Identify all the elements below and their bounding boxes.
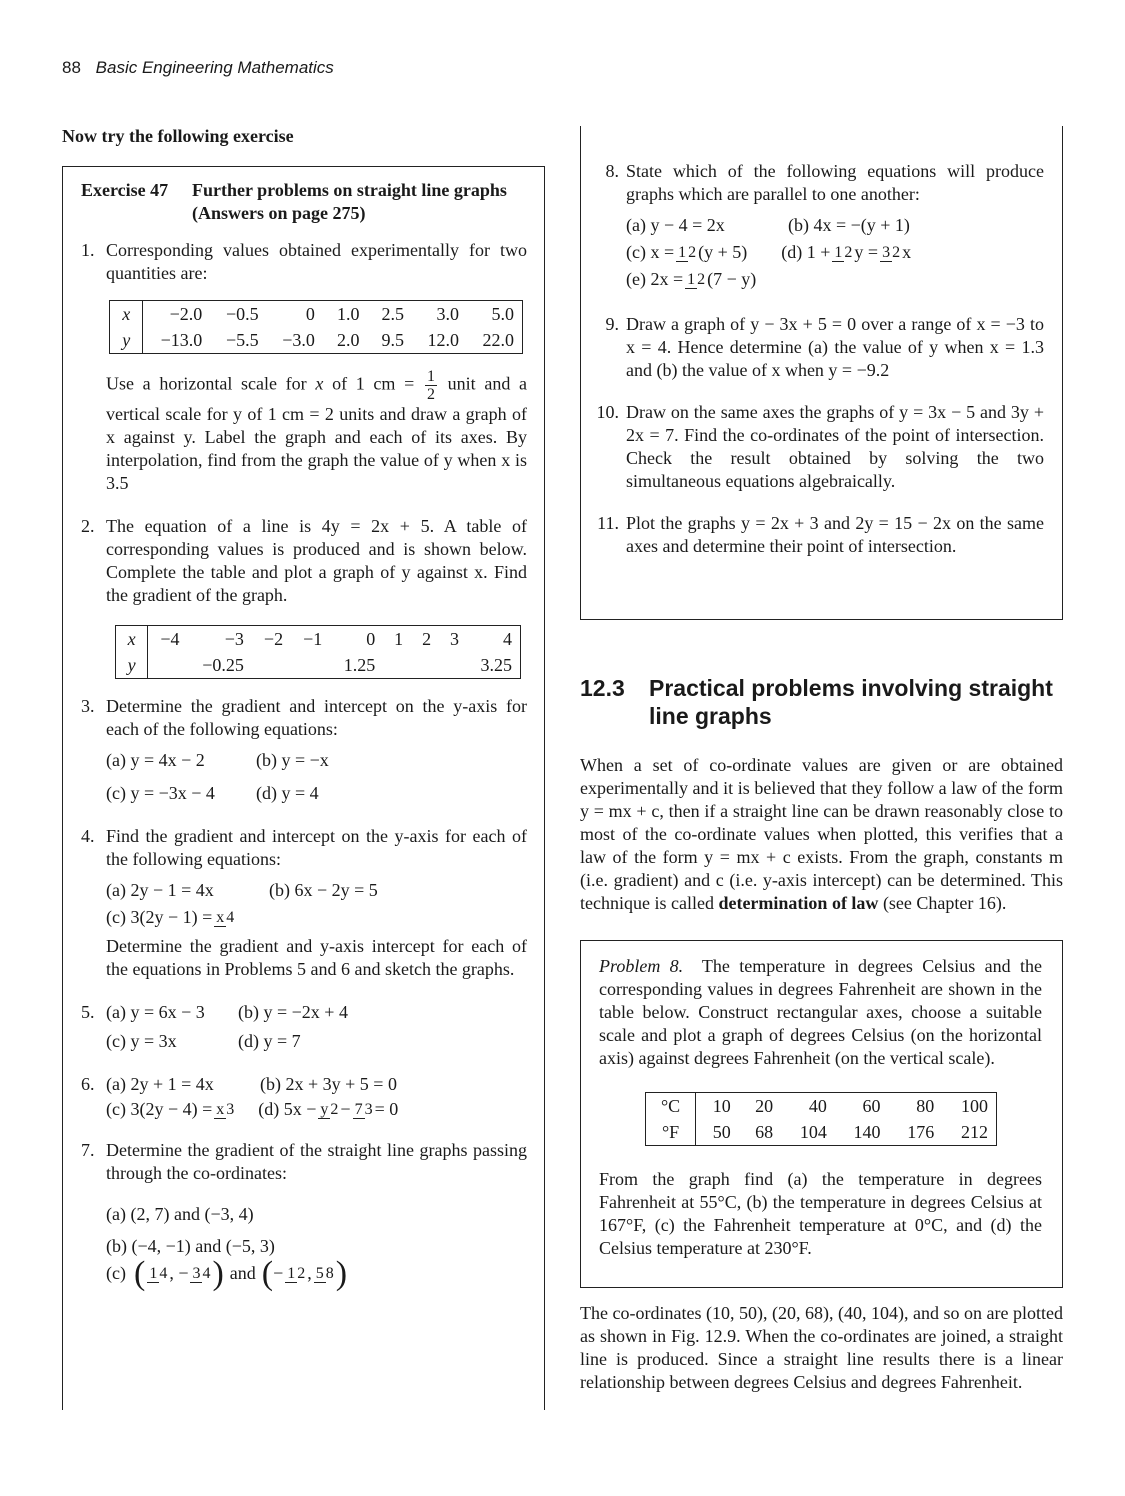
table-cell: 22.0 [482,330,514,350]
question-8 [591,160,1044,291]
question-5 [81,1001,527,1053]
question-number: 6. [81,1074,95,1094]
fraction: x 4 [216,908,235,926]
table-cell: 68 [755,1122,774,1142]
question-text: Draw a graph of y − 3x + 5 = 0 over a range of x = −3 to x = 4. Hence determine (a) the value of y when x = 1.3 and (b) the value of x when y = −9.2 [626,314,1044,380]
exercise-box [62,166,545,1410]
table-cell: 4 [503,629,512,649]
table-cell: −2.0 [169,304,203,324]
question-2 [81,515,527,607]
table-cell [383,652,411,678]
question-11 [591,512,1044,558]
question-number: 1. [81,240,95,260]
table-cell: 80 [916,1096,935,1116]
equation-c: (c) 3(2y − 4) = [106,1099,213,1119]
fraction: 3 4 [192,1264,211,1282]
left-column [62,126,545,1292]
equation-row [106,782,527,805]
exercise-title: Further problems on straight line graphs [192,180,507,200]
table-cell: 40 [808,1096,827,1116]
table-row [646,1093,996,1119]
fraction: 5 8 [315,1264,334,1282]
section-number: 12.3 [580,675,625,701]
table-cell: −4 [160,629,180,649]
q2-values-table [116,626,520,678]
fraction: 1 2 [287,1264,306,1282]
question-number: 10. [596,402,619,422]
question-number: 11. [597,513,619,533]
table-row [116,652,520,678]
equation-a: (a) 2y + 1 = 4x [106,1074,214,1094]
question-number: 2. [81,516,95,536]
table-cell: 0 [305,304,315,324]
exercise-intro: Now try the following exercise [62,126,294,146]
problem-box [580,940,1063,1288]
table-row-label: y [110,327,143,353]
equation-a: (a) 2y − 1 = 4x [106,880,214,900]
table-cell: 10 [712,1096,731,1116]
equation-row [106,1030,527,1053]
table-cell: 0 [366,629,376,649]
q1-values-table [110,301,522,353]
table-cell: 104 [799,1122,827,1142]
equation-row [626,214,1044,237]
fraction: 1 2 [834,243,853,261]
equation-row [106,906,527,929]
table-cell: −2 [263,629,284,649]
table-cell: 1 [394,629,404,649]
table-cell: 50 [712,1122,731,1142]
equation-row: (c) ( 1 4 , − 3 4 ) and ( − 1 2 , 5 8 ) [106,1255,348,1292]
fraction: 3 2 [882,243,901,261]
equation-b: (b) 4x = −(y + 1) [788,215,910,235]
question-4 [81,825,527,981]
table-cell: 3 [449,629,459,649]
question-text: Determine the gradient of the straight line graphs passing through the co-ordinates: [106,1140,527,1183]
closing-paragraph: The co-ordinates (10, 50), (20, 68), (40, 104), and so on are plotted as shown in Fig. 12.9. When the co-ordinates are joined, a straight line is produced. Since a straight line results there is a linear relationship between degrees Celsius and degrees Fahrenheit. [580,1303,1063,1392]
question-text: State which of the following equations will produce graphs which are parallel to one another: [626,161,1044,204]
equation-a: (a) y = 6x − 3 [106,1002,205,1022]
equation-b: (b) y = −2x + 4 [238,1002,348,1022]
exercise-heading [81,179,527,225]
table-cell: 140 [853,1122,881,1142]
question-number: 3. [81,696,95,716]
table-cell: 212 [961,1122,988,1142]
table-cell: 12.0 [427,330,459,350]
problem-statement: Problem 8. The temperature in degrees Celsius and the corresponding values in degrees Fahrenheit are shown in the table below. Construct rectangular axes, choose a suitable scale and plot a graph of degrees Celsius (on the horizontal axis) against degrees Fahrenheit (on the vertical scale). [599,956,1042,1068]
question-3 [81,695,527,805]
equation-b: (b) 2x + 3y + 5 = 0 [260,1074,397,1094]
fraction: 7 3 [354,1100,373,1118]
question-number: 5. [81,1002,95,1022]
problem-questions: From the graph find (a) the temperature in degrees Fahrenheit at 55°C, (b) the temperature in degrees Celsius at 167°F, (c) the Fahrenheit temperature at 0°C, and (d) the Celsius temperature at 230°F. [599,1169,1042,1258]
equation-row [106,879,527,902]
question-1 [81,239,527,285]
fraction: 1 2 [687,270,706,288]
question-9 [591,313,1044,382]
coordinates-b: (b) (−4, −1) and (−5, 3) [106,1236,275,1256]
section-heading [580,674,1063,730]
table-cell: −0.25 [202,655,244,675]
table-row-label: x [116,626,148,652]
table-row-label: y [116,652,148,678]
question-number: 9. [605,314,619,334]
table-row-label: °F [646,1119,696,1145]
table-cell: 1.0 [336,304,360,324]
table-cell: 1.25 [343,655,376,675]
table-cell: −5.5 [225,330,259,350]
fraction: x 3 [216,1100,235,1118]
table-cell: 5.0 [491,304,514,324]
table-cell: −13.0 [160,330,203,350]
fraction: 1 2 [678,243,697,261]
equation-a: (a) y − 4 = 2x [626,215,725,235]
table-cell: 20 [755,1096,774,1116]
table-cell [148,652,188,678]
equation-a: (a) y = 4x − 2 [106,750,205,770]
table-cell: 9.5 [381,330,404,350]
equation-row: (c) 3(2y − 4) = x 3 (d) 5x − y 2 − 7 3 = 0 [106,1099,399,1119]
equation-c: (c) y = −3x − 4 [106,783,215,803]
temperature-table [646,1093,996,1145]
book-title: Basic Engineering Mathematics [95,58,334,77]
table-cell: 60 [862,1096,881,1116]
table-cell: −0.5 [225,304,259,324]
equation-b: (b) 6x − 2y = 5 [269,880,378,900]
question-text: Corresponding values obtained experimentally for two quantities are: [106,240,527,283]
question-text: Plot the graphs y = 2x + 3 and 2y = 15 − 2x on the same axes and determine their point of intersection. [626,513,1044,556]
q2-table-frame [115,625,521,679]
equation-c: (c) x = [626,242,675,262]
question-number: 7. [81,1140,95,1160]
equation-b: (b) y = −x [256,750,329,770]
table-cell: 2.0 [336,330,360,350]
equation-c: (c) 3(2y − 1) = [106,907,213,927]
key-term: determination of law [718,893,879,913]
equation-d: (d) y = 4 [256,783,319,803]
table-cell: 3.25 [480,655,512,675]
question-number: 4. [81,826,95,846]
running-head [62,58,334,78]
equation-row [106,1203,527,1226]
table-row-label: °C [646,1093,696,1119]
table-row-label: x [110,301,143,327]
table-cell [411,652,439,678]
question-text: The equation of a line is 4y = 2x + 5. A table of corresponding values is produced and is shown below. Complete the table and plot a graph of y against x. Find the gradient of the graph. [106,516,527,605]
table-row [116,626,520,652]
and-word: and [229,1263,256,1283]
question-1-instructions: Use a horizontal scale for x of 1 cm = $\frac{1}{2}$ unit and a vertical scale for y of 1 cm = 2 units and draw a graph of x against y. Label the graph and each of its axes. By interpolation, find from the graph the value of y when x is 3.5 [106,368,528,493]
equation-d: (d) 5x − [258,1099,317,1119]
problem-table-frame [645,1092,997,1146]
equation-c: (c) y = 3x [106,1031,177,1051]
section-title: Practical problems involving straight line graphs [649,675,1053,729]
question-10 [591,401,1044,493]
table-cell [439,652,467,678]
section-paragraph: When a set of co-ordinate values are given or are obtained experimentally and it is believed that they follow a law of the form y = mx + c, then if a straight line can be drawn reasonably close to most of the co-ordinate values when plotted, this verifies that a law of the form y = mx + c exists. From the graph, constants m (i.e. gradient) and c (i.e. y-axis intercept) can be determined. This technique is called determination of law (see Chapter 16). [580,755,1063,913]
coordinates-c-label: (c) [106,1263,126,1283]
question-4-followup: Determine the gradient and y-axis intercept for each of the equations in Problems 5 and 6 and sketch the graphs. [106,936,527,979]
equation-row [106,1235,527,1258]
equation-d: (d) y = 7 [238,1031,301,1051]
equation-row [106,1001,527,1024]
table-row [110,301,522,327]
table-cell: 2.5 [381,304,404,324]
table-cell: 100 [961,1096,988,1116]
fraction: y 2 [320,1100,339,1118]
question-6 [81,1073,527,1121]
equation-e: (e) 2x = [626,269,684,289]
table-cell: 3.0 [436,304,459,324]
equation-row: (c) x = 1 2 (y + 5) (d) 1 + 1 2 y = 3 2 x [626,242,912,262]
q1-table-frame [109,300,523,354]
exercise-number: Exercise 47 [81,180,169,200]
equation-row [106,1073,527,1096]
table-row [646,1119,996,1145]
table-row [110,327,522,353]
exercise-answers: (Answers on page 275) [192,203,366,223]
table-cell [252,652,291,678]
exercise-continuation-box [580,126,1063,620]
question-7 [81,1139,527,1292]
page-number: 88 [62,58,81,77]
equation-d: (d) 1 + [781,242,831,262]
question-number: 8. [605,161,619,181]
table-cell: −3.0 [282,330,315,350]
coordinates-a: (a) (2, 7) and (−3, 4) [106,1204,254,1224]
fraction: 1 4 [149,1264,168,1282]
question-text: Determine the gradient and intercept on the y-axis for each of the following equations: [106,696,527,739]
equation-row [106,749,527,772]
table-cell: −1 [303,629,323,649]
equation-row: (e) 2x = 1 2 (7 − y) [626,269,757,289]
table-cell [291,652,330,678]
table-cell: 176 [907,1122,935,1142]
question-text: Find the gradient and intercept on the y-axis for each of the following equations: [106,826,527,869]
table-cell: −3 [224,629,244,649]
question-text: Draw on the same axes the graphs of y = 3x − 5 and 3y + 2x = 7. Find the co-ordinates of the point of intersection. Check the result obtained by solving the two simultaneous equations algebraically. [626,402,1044,491]
table-cell: 2 [422,629,432,649]
problem-label: Problem 8. [599,956,684,976]
